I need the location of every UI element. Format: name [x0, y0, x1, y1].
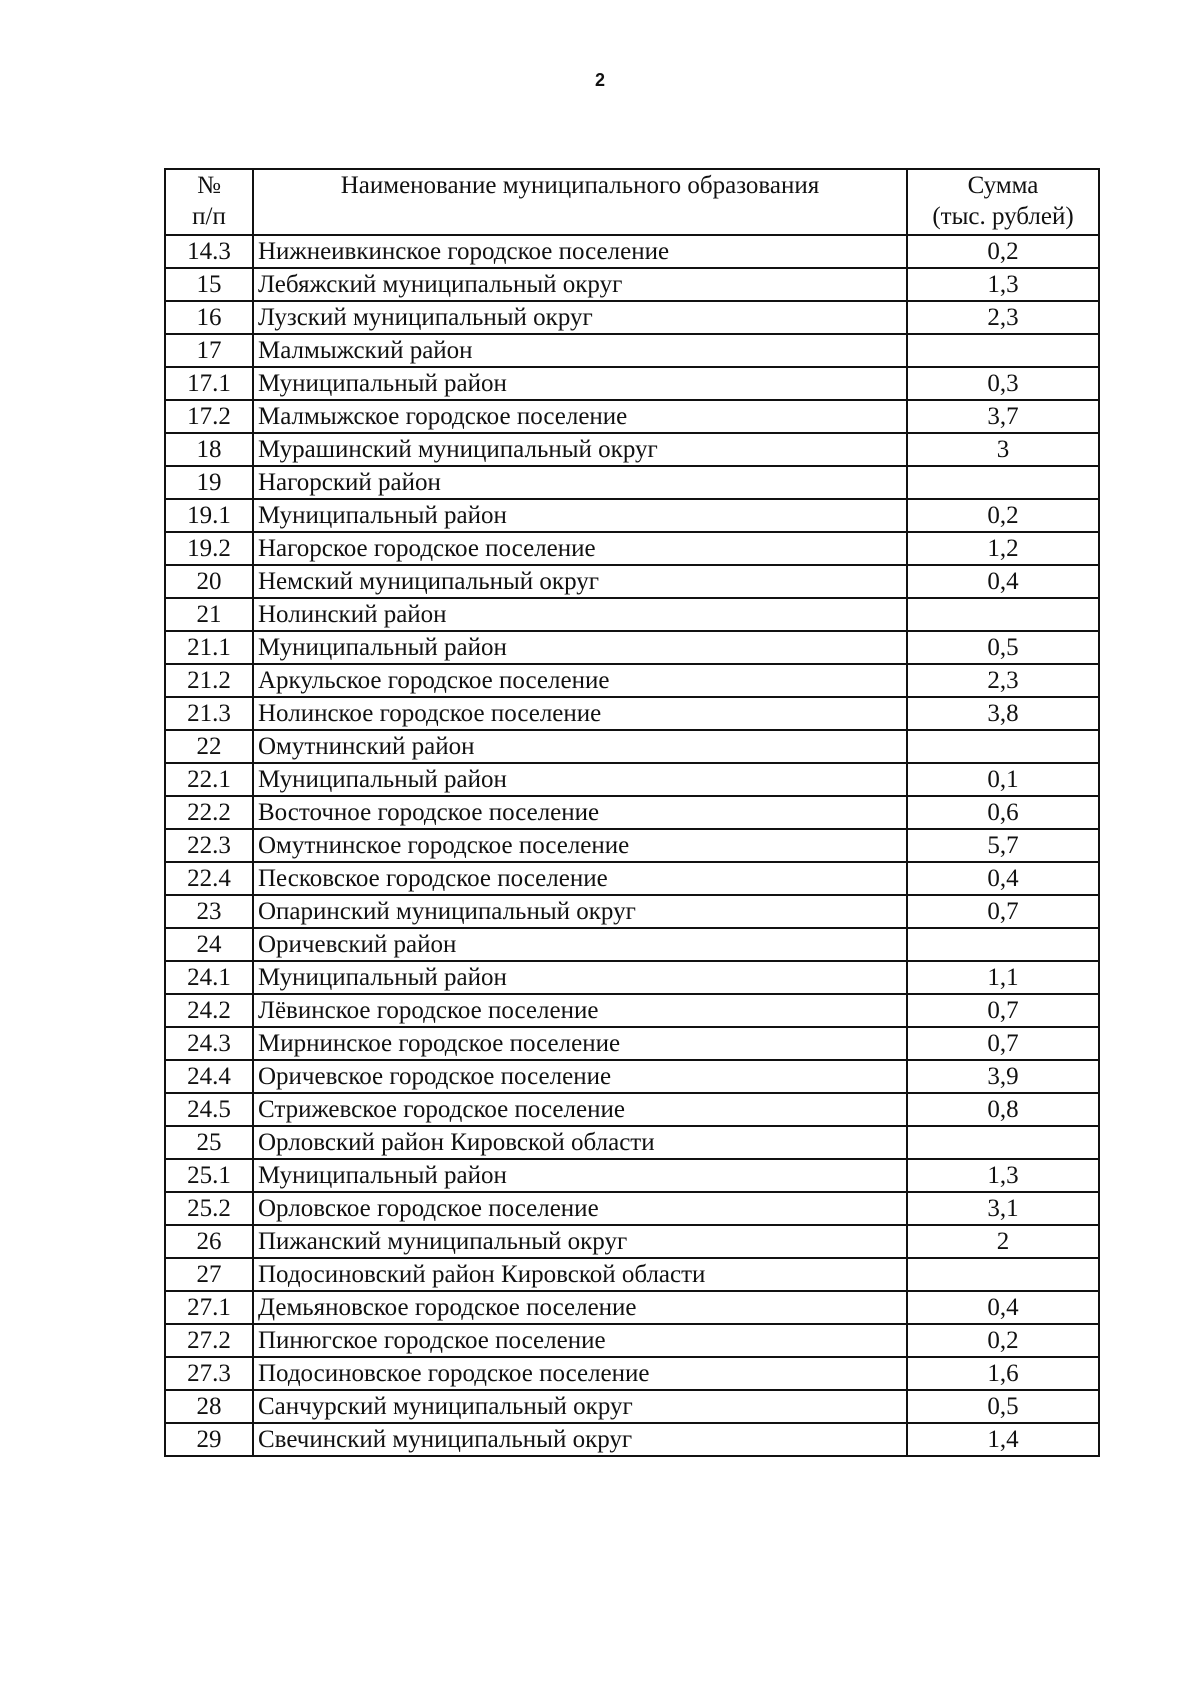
row-number: 25.1 — [165, 1159, 253, 1192]
row-sum: 1,1 — [907, 961, 1099, 994]
table-row — [165, 631, 1099, 664]
row-number: 14.3 — [165, 235, 253, 268]
table-row — [165, 532, 1099, 565]
row-number: 21 — [165, 598, 253, 631]
row-sum — [907, 730, 1099, 763]
row-number: 19.1 — [165, 499, 253, 532]
table-row — [165, 1159, 1099, 1192]
table-row — [165, 829, 1099, 862]
table-row — [165, 1093, 1099, 1126]
row-number: 24.5 — [165, 1093, 253, 1126]
row-number: 25.2 — [165, 1192, 253, 1225]
row-sum: 0,1 — [907, 763, 1099, 796]
table-row — [165, 1423, 1099, 1456]
row-sum: 3,9 — [907, 1060, 1099, 1093]
row-number: 26 — [165, 1225, 253, 1258]
row-number: 22.4 — [165, 862, 253, 895]
table-row — [165, 433, 1099, 466]
row-number: 19.2 — [165, 532, 253, 565]
header-row — [165, 169, 1099, 235]
row-name: Нолинский район — [253, 598, 907, 631]
row-number: 28 — [165, 1390, 253, 1423]
table-row — [165, 367, 1099, 400]
header-sum — [907, 169, 1099, 235]
row-name: Омутнинское городское поселение — [253, 829, 907, 862]
row-sum: 1,3 — [907, 268, 1099, 301]
row-sum: 0,2 — [907, 235, 1099, 268]
row-number: 22.3 — [165, 829, 253, 862]
row-number: 17.1 — [165, 367, 253, 400]
row-name: Лебяжский муниципальный округ — [253, 268, 907, 301]
row-number: 24 — [165, 928, 253, 961]
row-sum: 0,2 — [907, 1324, 1099, 1357]
row-name: Муниципальный район — [253, 631, 907, 664]
row-name: Орловское городское поселение — [253, 1192, 907, 1225]
table-row — [165, 1324, 1099, 1357]
row-sum: 3 — [907, 433, 1099, 466]
table-row — [165, 1027, 1099, 1060]
row-number: 27.3 — [165, 1357, 253, 1390]
table-row — [165, 400, 1099, 433]
row-number: 25 — [165, 1126, 253, 1159]
row-number: 18 — [165, 433, 253, 466]
row-name: Оричевское городское поселение — [253, 1060, 907, 1093]
row-name: Орловский район Кировской области — [253, 1126, 907, 1159]
table-row — [165, 301, 1099, 334]
table-row — [165, 499, 1099, 532]
table-row — [165, 961, 1099, 994]
row-sum: 3,7 — [907, 400, 1099, 433]
row-name: Оричевский район — [253, 928, 907, 961]
table-row — [165, 1126, 1099, 1159]
row-sum: 0,5 — [907, 631, 1099, 664]
row-sum — [907, 928, 1099, 961]
row-sum: 0,6 — [907, 796, 1099, 829]
table-row — [165, 862, 1099, 895]
table-row — [165, 664, 1099, 697]
row-number: 27.2 — [165, 1324, 253, 1357]
row-number: 16 — [165, 301, 253, 334]
row-name: Лёвинское городское поселение — [253, 994, 907, 1027]
row-number: 24.2 — [165, 994, 253, 1027]
row-sum: 0,7 — [907, 895, 1099, 928]
row-name: Свечинский муниципальный округ — [253, 1423, 907, 1456]
row-number: 27 — [165, 1258, 253, 1291]
table-row — [165, 1291, 1099, 1324]
row-name: Нижнеивкинское городское поселение — [253, 235, 907, 268]
table-row — [165, 1390, 1099, 1423]
row-number: 15 — [165, 268, 253, 301]
row-number: 24.3 — [165, 1027, 253, 1060]
row-name: Муниципальный район — [253, 367, 907, 400]
row-sum: 0,5 — [907, 1390, 1099, 1423]
row-number: 24.4 — [165, 1060, 253, 1093]
row-sum: 0,4 — [907, 565, 1099, 598]
row-name: Мурашинский муниципальный округ — [253, 433, 907, 466]
row-name: Песковское городское поселение — [253, 862, 907, 895]
row-number: 29 — [165, 1423, 253, 1456]
row-name: Демьяновское городское поселение — [253, 1291, 907, 1324]
row-name: Восточное городское поселение — [253, 796, 907, 829]
row-sum — [907, 1258, 1099, 1291]
table-row — [165, 895, 1099, 928]
row-sum: 0,8 — [907, 1093, 1099, 1126]
row-sum: 0,4 — [907, 862, 1099, 895]
row-sum: 0,2 — [907, 499, 1099, 532]
row-number: 27.1 — [165, 1291, 253, 1324]
row-name: Аркульское городское поселение — [253, 664, 907, 697]
row-sum: 2,3 — [907, 301, 1099, 334]
row-name: Немский муниципальный округ — [253, 565, 907, 598]
row-name: Малмыжское городское поселение — [253, 400, 907, 433]
row-number: 20 — [165, 565, 253, 598]
row-sum: 0,7 — [907, 994, 1099, 1027]
row-sum: 3,8 — [907, 697, 1099, 730]
row-name: Малмыжский район — [253, 334, 907, 367]
row-name: Нагорский район — [253, 466, 907, 499]
row-number: 17.2 — [165, 400, 253, 433]
row-sum — [907, 598, 1099, 631]
table-row — [165, 1225, 1099, 1258]
header-name: Наименование муниципального образования — [253, 169, 907, 235]
row-name: Мирнинское городское поселение — [253, 1027, 907, 1060]
table-row — [165, 1258, 1099, 1291]
row-sum — [907, 466, 1099, 499]
row-name: Муниципальный район — [253, 763, 907, 796]
row-sum: 3,1 — [907, 1192, 1099, 1225]
table-row — [165, 697, 1099, 730]
row-name: Нагорское городское поселение — [253, 532, 907, 565]
row-number: 22.1 — [165, 763, 253, 796]
row-name: Санчурский муниципальный округ — [253, 1390, 907, 1423]
row-number: 21.3 — [165, 697, 253, 730]
table-row — [165, 334, 1099, 367]
row-sum: 0,7 — [907, 1027, 1099, 1060]
row-name: Пинюгское городское поселение — [253, 1324, 907, 1357]
row-number: 21.1 — [165, 631, 253, 664]
page-number: 2 — [594, 70, 605, 90]
table-row — [165, 1357, 1099, 1390]
table-row — [165, 466, 1099, 499]
row-sum: 1,4 — [907, 1423, 1099, 1456]
row-sum: 0,4 — [907, 1291, 1099, 1324]
row-name: Муниципальный район — [253, 1159, 907, 1192]
row-sum: 1,2 — [907, 532, 1099, 565]
row-number: 21.2 — [165, 664, 253, 697]
row-name: Стрижевское городское поселение — [253, 1093, 907, 1126]
table-row — [165, 796, 1099, 829]
table-row — [165, 1192, 1099, 1225]
row-sum: 2 — [907, 1225, 1099, 1258]
table-row — [165, 598, 1099, 631]
row-sum — [907, 334, 1099, 367]
header-sum-line2: (тыс. рублей) — [932, 203, 1074, 230]
row-name: Муниципальный район — [253, 499, 907, 532]
table-row — [165, 928, 1099, 961]
row-number: 22 — [165, 730, 253, 763]
table-row — [165, 235, 1099, 268]
table-body — [165, 235, 1099, 1456]
row-sum: 1,6 — [907, 1357, 1099, 1390]
row-name: Подосиновский район Кировской области — [253, 1258, 907, 1291]
table-row — [165, 1060, 1099, 1093]
table-row — [165, 763, 1099, 796]
row-sum — [907, 1126, 1099, 1159]
table-row — [165, 565, 1099, 598]
header-number-line2: п/п — [192, 203, 226, 230]
row-name: Омутнинский район — [253, 730, 907, 763]
row-name: Нолинское городское поселение — [253, 697, 907, 730]
table-row — [165, 994, 1099, 1027]
header-sum-line1: Сумма — [967, 172, 1039, 199]
table-header — [165, 169, 1099, 235]
row-name: Лузский муниципальный округ — [253, 301, 907, 334]
table-row — [165, 268, 1099, 301]
header-number-line1: № — [197, 172, 221, 199]
row-sum: 5,7 — [907, 829, 1099, 862]
table-row — [165, 730, 1099, 763]
row-number: 19 — [165, 466, 253, 499]
header-number — [165, 169, 253, 235]
row-name: Пижанский муниципальный округ — [253, 1225, 907, 1258]
row-sum: 2,3 — [907, 664, 1099, 697]
row-name: Опаринский муниципальный округ — [253, 895, 907, 928]
row-number: 24.1 — [165, 961, 253, 994]
row-number: 22.2 — [165, 796, 253, 829]
row-name: Подосиновское городское поселение — [253, 1357, 907, 1390]
row-sum: 0,3 — [907, 367, 1099, 400]
row-number: 23 — [165, 895, 253, 928]
row-sum: 1,3 — [907, 1159, 1099, 1192]
allocation-table — [164, 168, 1100, 1457]
row-name: Муниципальный район — [253, 961, 907, 994]
row-number: 17 — [165, 334, 253, 367]
